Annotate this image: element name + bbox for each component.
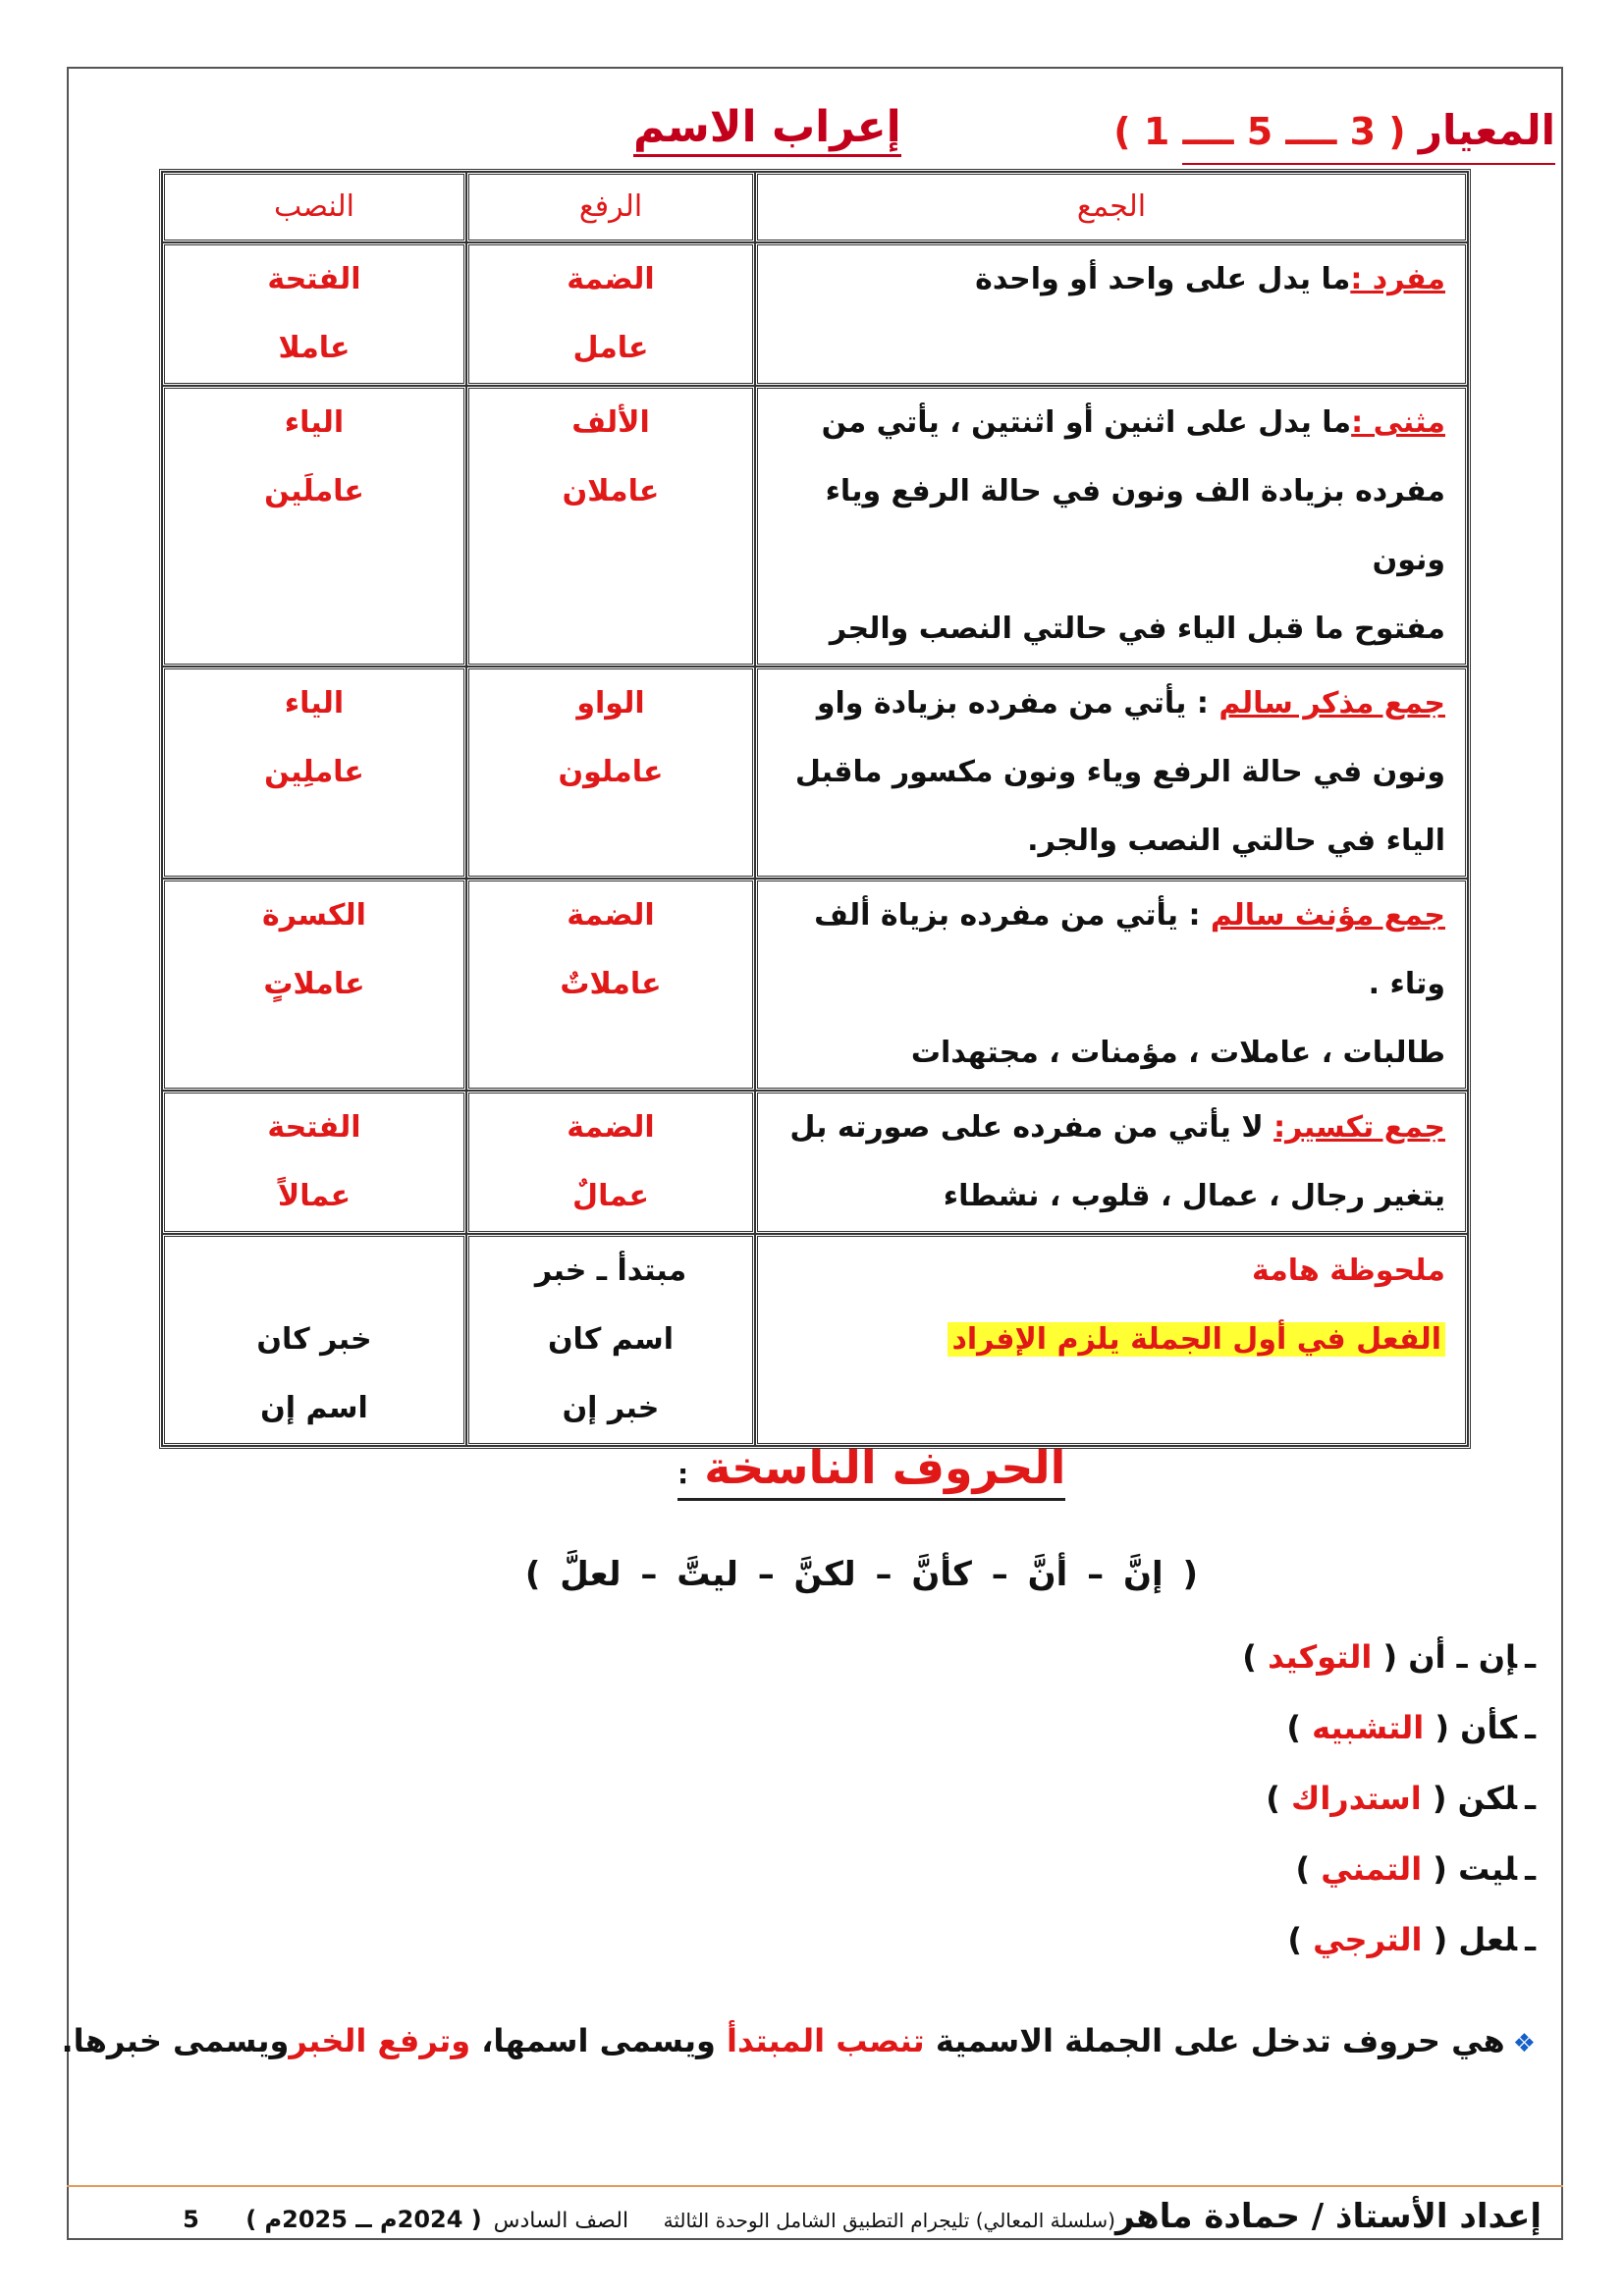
raf-cell	[466, 667, 755, 879]
definition-line: مفرده بزيادة الف ونون في حالة الرفع وياء ونون	[825, 474, 1445, 577]
noun-inflection-table	[159, 169, 1471, 1449]
nasb-mark: الياء	[284, 686, 345, 721]
nasb-example: عمالاً	[277, 1179, 352, 1213]
raf-example: عاملون	[558, 755, 664, 789]
definition-line: : يأتي من مفرده بزياة ألف	[814, 898, 1201, 933]
note-raf-item: خبر إن	[562, 1391, 660, 1425]
footer-year: ( 2024م ــ 2025م )	[245, 2206, 482, 2233]
nasb-example: عاملَين	[264, 474, 364, 508]
nasb-cell	[162, 879, 466, 1091]
raf-cell	[466, 386, 755, 667]
definition-line: لا يأتي من مفرده على صورته بل	[789, 1110, 1274, 1145]
note-cell	[755, 1234, 1468, 1446]
table-header-row	[162, 172, 1468, 242]
particles-definition: ❖هي حروف تدخل على الجملة الاسمية تنصب المبتدأ ويسمى اسمها، وترفع الخبرويسمى خبرها.	[61, 2022, 1536, 2059]
nasb-example: عاملاتٍ	[263, 967, 365, 1001]
nasb-mark: الفتحة	[267, 1110, 361, 1145]
table-row	[162, 1091, 1468, 1234]
definition-line: : يأتي من مفرده بزيادة واو	[816, 686, 1209, 721]
term-label: مفرد :	[1350, 262, 1445, 296]
nasb-mark: الفتحة	[267, 262, 361, 296]
note-raf-item: مبتدأ ـ خبر	[534, 1254, 687, 1288]
list-item: ـكأن ( التشبيه )	[1286, 1709, 1536, 1746]
note-highlight: الفعل في أول الجملة يلزم الإفراد	[947, 1322, 1445, 1357]
table-row	[162, 879, 1468, 1091]
definition-cell	[755, 242, 1468, 386]
footer	[183, 2197, 1542, 2236]
term-label: مثنى :	[1351, 405, 1445, 440]
raf-mark: الضمة	[567, 898, 655, 933]
nasb-cell	[162, 1091, 466, 1234]
standard-word: المعيار	[1418, 106, 1555, 154]
table-row	[162, 242, 1468, 386]
page-number: 5	[183, 2206, 199, 2233]
note-row	[162, 1234, 1468, 1446]
raf-example: عامل	[572, 331, 649, 365]
nasb-example: عاملا	[278, 331, 351, 365]
particles-list: ( إنَّ – أنَّ – كأنَّ – لكنَّ – ليتَّ – لعلَّ )	[524, 1555, 1198, 1594]
diamond-bullet-icon: ❖	[1512, 2029, 1536, 2058]
definition-cell	[755, 667, 1468, 879]
nasb-mark: الياء	[284, 405, 345, 440]
raf-cell	[466, 242, 755, 386]
particles-title	[677, 1441, 1065, 1501]
raf-mark: الألف	[571, 405, 650, 440]
definition-line: طالبات ، عاملات ، مؤمنات ، مجتهدات	[910, 1036, 1445, 1070]
particles-title-text: الحروف الناسخة	[704, 1441, 1066, 1494]
header-raf: الرفع	[466, 172, 755, 242]
note-raf-item: اسم كان	[547, 1322, 675, 1357]
particles-meanings	[1242, 1622, 1536, 1975]
footer-series: (سلسلة المعالي) تليجرام التطبيق الشامل الوحدة الثالثة	[663, 2209, 1115, 2232]
footer-author: إعداد الأستاذ / حمادة ماهر	[1114, 2197, 1542, 2236]
footer-grade: الصف السادس	[493, 2209, 629, 2233]
term-label: جمع مؤنث سالم	[1210, 898, 1445, 933]
nasb-cell	[162, 242, 466, 386]
raf-example: عمالٌ	[572, 1179, 649, 1213]
page-title: إعراب الاسم	[633, 102, 901, 157]
table-row	[162, 386, 1468, 667]
definition-line: الياء في حالتي النصب والجر.	[1027, 824, 1445, 858]
list-item: ـليت ( التمني )	[1295, 1850, 1536, 1888]
note-nasb-item: خبر كان	[256, 1322, 372, 1357]
list-item: ـإن ـ أن ( التوكيد )	[1242, 1638, 1536, 1676]
note-nasb-cell	[162, 1234, 466, 1446]
definition-line: ما يدل على واحد أو واحدة	[975, 262, 1351, 296]
meaning-word: استدراك	[1290, 1780, 1422, 1817]
raf-cell	[466, 1091, 755, 1234]
meaning-word: الترجي	[1313, 1921, 1423, 1958]
note-nasb-item: اسم إن	[260, 1391, 368, 1425]
raf-cell	[466, 879, 755, 1091]
raf-example: عاملان	[562, 474, 660, 508]
table-row	[162, 667, 1468, 879]
definition-line: ما يدل على اثنين أو اثنتين ، يأتي من	[821, 405, 1352, 440]
standard-numbers: ( 3 ــــ 5 ــــ 1 )	[1113, 110, 1406, 153]
standard-label	[1113, 106, 1555, 154]
raf-example: عاملاتٌ	[560, 967, 662, 1001]
list-item: ـلعل ( الترجي )	[1287, 1921, 1536, 1958]
definition-line: وتاء .	[1368, 967, 1445, 1001]
meaning-word: التوكيد	[1268, 1638, 1373, 1676]
definition-cell	[755, 879, 1468, 1091]
definition-line: ونون في حالة الرفع وياء ونون مكسور ماقبل	[794, 755, 1445, 789]
definition-cell	[755, 1091, 1468, 1234]
nasb-cell	[162, 386, 466, 667]
term-label: جمع تكسير:	[1273, 1110, 1445, 1145]
raf-mark: الضمة	[567, 1110, 655, 1145]
raf-mark: الواو	[576, 686, 645, 721]
term-label: جمع مذكر سالم	[1218, 686, 1445, 721]
nasb-example: عاملِين	[264, 755, 364, 789]
nasb-cell	[162, 667, 466, 879]
meaning-word: التشبيه	[1312, 1709, 1425, 1746]
header-underline	[1182, 163, 1555, 165]
header-nasb: النصب	[162, 172, 466, 242]
list-item: ـلكن ( استدراك )	[1266, 1780, 1536, 1817]
nasb-mark: الكسرة	[262, 898, 366, 933]
note-title: ملحوظة هامة	[1252, 1254, 1445, 1288]
particles-title-colon: :	[677, 1458, 689, 1490]
meaning-word: التمني	[1321, 1850, 1423, 1888]
note-raf-cell	[466, 1234, 755, 1446]
header-plural: الجمع	[755, 172, 1468, 242]
footer-divider	[67, 2185, 1563, 2187]
definition-line: يتغير رجال ، عمال ، قلوب ، نشطاء	[943, 1179, 1445, 1213]
definition-cell	[755, 386, 1468, 667]
definition-line: مفتوح ما قبل الياء في حالتي النصب والجر	[829, 612, 1445, 646]
raf-mark: الضمة	[567, 262, 655, 296]
